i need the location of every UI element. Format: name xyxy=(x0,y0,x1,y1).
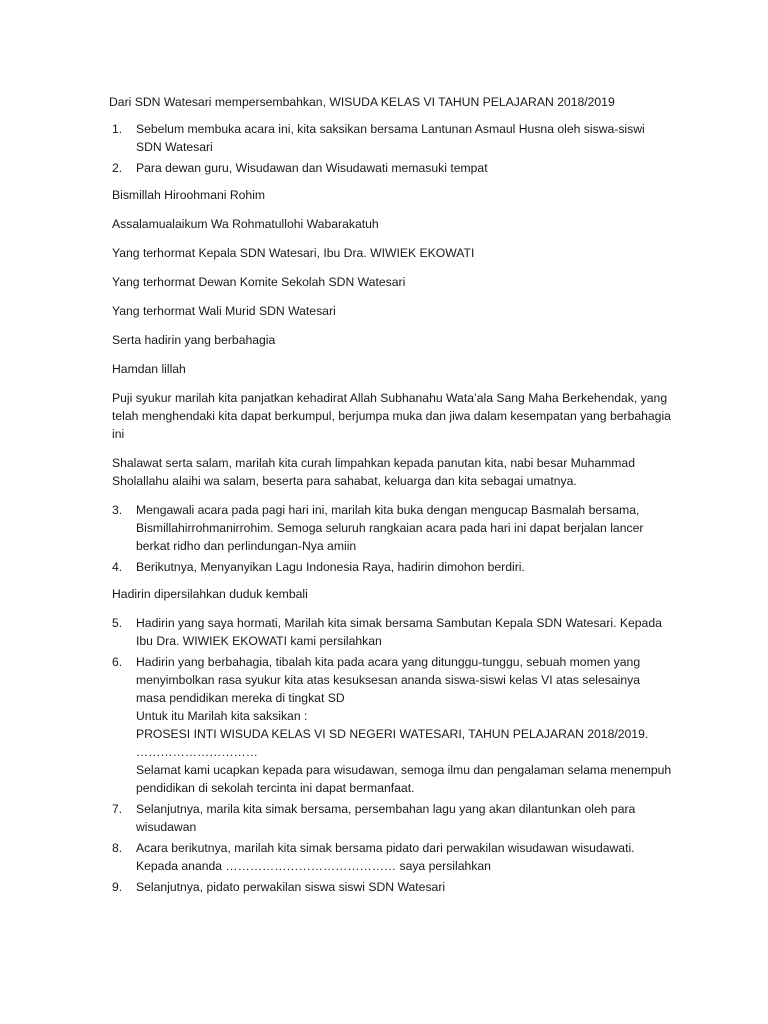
list-subline: PROSESI INTI WISUDA KELAS VI SD NEGERI WATESARI, TAHUN PELAJARAN 2018/2019. xyxy=(136,727,649,741)
document-body xyxy=(109,93,672,905)
list-text: Selanjutnya, marila kita simak bersama, persembahan lagu yang akan dilantunkan oleh para wisudawan xyxy=(136,802,636,834)
list-item xyxy=(112,653,672,797)
list-subline: Selamat kami ucapkan kepada para wisudawan, semoga ilmu dan pengalaman selama menempuh pendidikan di sekolah tercinta ini dapat bermanfaat. xyxy=(136,763,672,795)
list-number: 8. xyxy=(112,841,123,855)
paragraph: Hamdan lillah xyxy=(112,362,186,376)
list-text: Acara berikutnya, marilah kita simak bersama pidato dari perwakilan wisudawan wisudawati. Kepada ananda …………………………………… saya persilahkan xyxy=(136,841,635,873)
list-text: Selanjutnya, pidato perwakilan siswa siswi SDN Watesari xyxy=(136,880,446,894)
agenda-list-3 xyxy=(112,614,672,896)
paragraph: Yang terhormat Wali Murid SDN Watesari xyxy=(112,304,336,318)
list-number: 1. xyxy=(112,122,123,136)
agenda-list-1 xyxy=(112,120,672,177)
paragraph: Hadirin dipersilahkan duduk kembali xyxy=(112,587,308,601)
list-number: 6. xyxy=(112,655,123,669)
list-text: Sebelum membuka acara ini, kita saksikan bersama Lantunan Asmaul Husna oleh siswa-siswi SDN Watesari xyxy=(136,122,645,154)
list-item xyxy=(112,120,672,156)
list-item xyxy=(112,159,672,177)
list-number: 5. xyxy=(112,616,123,630)
list-text: Hadirin yang berbahagia, tibalah kita pada acara yang ditunggu-tunggu, sebuah momen yang menyimbolkan rasa syukur kita atas kesuksesan ananda siswa-siswi kelas VI atas selesainya masa pendidikan mereka di tingkat SD xyxy=(136,655,641,705)
paragraph: Serta hadirin yang berbahagia xyxy=(112,333,276,347)
list-text: Mengawali acara pada pagi hari ini, marilah kita buka dengan mengucap Basmalah bersama, Bismillahirrohmanirrohim. Semoga seluruh rangkaian acara pada hari ini dapat berjalan lancer berkat ridho dan perlindungan-Nya amiin xyxy=(136,503,644,553)
list-subline: ………………………… xyxy=(136,745,258,759)
list-item xyxy=(112,558,672,576)
list-text: Berikutnya, Menyanyikan Lagu Indonesia Raya, hadirin dimohon berdiri. xyxy=(136,560,525,574)
paragraph: Bismillah Hiroohmani Rohim xyxy=(112,188,266,202)
list-item xyxy=(112,800,672,836)
paragraph: Puji syukur marilah kita panjatkan kehadirat Allah Subhanahu Wata’ala Sang Maha Berkehendak, yang telah menghendaki kita dapat berkumpul, berjumpa muka dan jiwa dalam kesempatan yang berbahagia ini xyxy=(112,391,671,441)
paragraph: Yang terhormat Kepala SDN Watesari, Ibu Dra. WIWIEK EKOWATI xyxy=(112,246,475,260)
list-text: Para dewan guru, Wisudawan dan Wisudawati memasuki tempat xyxy=(136,161,488,175)
list-item xyxy=(112,878,672,896)
list-number: 2. xyxy=(112,161,123,175)
list-item xyxy=(112,501,672,555)
paragraph: Shalawat serta salam, marilah kita curah limpahkan kepada panutan kita, nabi besar Muhammad Sholallahu alaihi wa salam, beserta para sahabat, keluarga dan kita sebagai umatnya. xyxy=(112,456,635,488)
document-title: Dari SDN Watesari mempersembahkan, WISUDA KELAS VI TAHUN PELAJARAN 2018/2019 xyxy=(109,95,615,109)
list-number: 7. xyxy=(112,802,123,816)
list-number: 9. xyxy=(112,880,123,894)
paragraph: Yang terhormat Dewan Komite Sekolah SDN Watesari xyxy=(112,275,406,289)
list-subline: Untuk itu Marilah kita saksikan : xyxy=(136,709,308,723)
list-item xyxy=(112,614,672,650)
agenda-list-2 xyxy=(112,501,672,576)
list-text: Hadirin yang saya hormati, Marilah kita simak bersama Sambutan Kepala SDN Watesari. Kepada Ibu Dra. WIWIEK EKOWATI kami persilahkan xyxy=(136,616,662,648)
paragraph: Assalamualaikum Wa Rohmatullohi Wabarakatuh xyxy=(112,217,379,231)
list-number: 4. xyxy=(112,560,123,574)
list-item xyxy=(112,839,672,875)
list-number: 3. xyxy=(112,503,123,517)
